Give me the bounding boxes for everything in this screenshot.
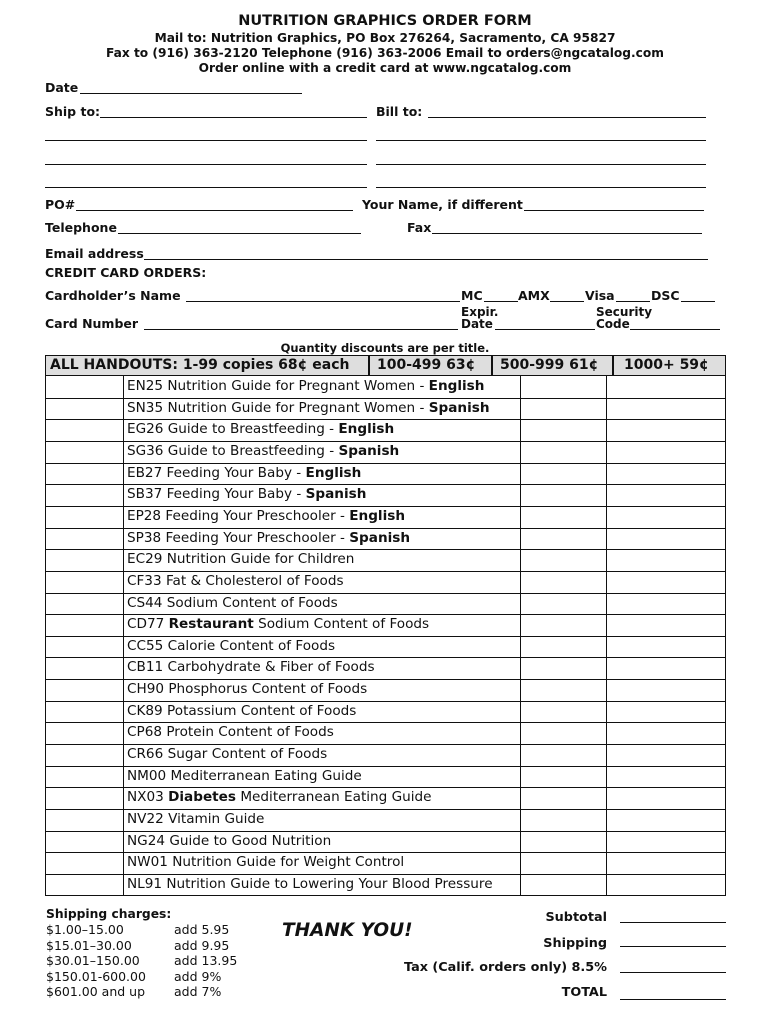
item-title: Sodium Content of Foods <box>166 595 338 611</box>
item-title: Potassium Content of Foods <box>167 703 357 719</box>
order-table <box>45 355 726 896</box>
item-title-emphasis: Spanish <box>428 400 490 416</box>
header-divider <box>368 356 370 375</box>
price-cell-mid[interactable] <box>521 636 606 658</box>
item-code: CC55 <box>127 638 164 654</box>
bill-to-label: Bill to: <box>376 104 423 119</box>
quantity-cell[interactable] <box>46 463 123 485</box>
shipping-add: add 13.95 <box>174 953 238 968</box>
contact-line: Fax to (916) 363-2120 Telephone (916) 363-2006 Email to orders@ngcatalog.com <box>106 46 664 60</box>
item-code: SB37 <box>127 486 163 502</box>
header-divider <box>612 356 614 375</box>
shipping-add: add 9.95 <box>174 938 230 953</box>
table-row <box>127 593 338 614</box>
table-row <box>127 614 429 635</box>
thank-you-text: THANK YOU! <box>282 920 413 941</box>
price-cell-mid[interactable] <box>521 657 606 679</box>
subtotal-label: Subtotal <box>545 910 607 925</box>
date-label: Date <box>45 80 79 95</box>
table-row <box>127 484 366 505</box>
table-row <box>127 571 344 592</box>
bill-to-line-2[interactable] <box>376 140 706 141</box>
quantity-cell[interactable] <box>46 744 123 766</box>
item-code: CB11 <box>127 659 164 675</box>
item-title: Nutrition Guide for Children <box>166 551 355 567</box>
header-price-100-499: 100-499 63¢ <box>377 357 476 373</box>
item-code: NL91 <box>127 876 163 892</box>
price-cell-right[interactable] <box>607 441 725 463</box>
ship-to-line-3[interactable] <box>45 164 367 165</box>
date-label-2: Date <box>461 317 493 331</box>
table-row <box>127 657 375 678</box>
item-title: Nutrition Guide to Lowering Your Blood Pressure <box>166 876 493 892</box>
quantity-cell[interactable] <box>46 571 123 593</box>
item-code: CF33 <box>127 573 162 589</box>
your-name-label: Your Name, if different <box>362 197 523 212</box>
table-row <box>127 506 405 527</box>
quantity-cell[interactable] <box>46 593 123 615</box>
price-cell-mid[interactable] <box>521 463 606 485</box>
amx-checkline[interactable] <box>550 301 584 302</box>
item-title: Nutrition Guide for Pregnant Women - <box>167 378 429 394</box>
dsc-option[interactable]: DSC <box>651 288 680 303</box>
item-title: Guide to Good Nutrition <box>169 833 332 849</box>
price-cell-right[interactable] <box>607 614 725 636</box>
security-code-field[interactable] <box>630 329 720 330</box>
price-cell-mid[interactable] <box>521 809 606 831</box>
subtotal-field[interactable] <box>620 922 726 923</box>
shipping-field[interactable] <box>620 946 726 947</box>
table-row <box>127 398 490 419</box>
total-field[interactable] <box>620 999 726 1000</box>
price-cell-mid[interactable] <box>521 441 606 463</box>
total-label: TOTAL <box>561 985 607 1000</box>
ship-to-line-2[interactable] <box>45 140 367 141</box>
ship-to-line-1[interactable] <box>100 117 367 118</box>
table-row <box>127 636 335 657</box>
fax-label: Fax <box>407 220 432 235</box>
item-code: EG26 <box>127 421 164 437</box>
item-code: CK89 <box>127 703 163 719</box>
item-title-emphasis: Restaurant <box>168 616 254 632</box>
table-row <box>127 766 362 787</box>
quantity-cell[interactable] <box>46 809 123 831</box>
item-title: Feeding Your Preschooler - <box>165 508 350 524</box>
security-label: Security <box>596 305 653 319</box>
item-title: Protein Content of Foods <box>166 724 334 740</box>
price-cell-right[interactable] <box>607 419 725 441</box>
quantity-cell[interactable] <box>46 787 123 809</box>
quantity-cell[interactable] <box>46 419 123 441</box>
item-code: EP28 <box>127 508 162 524</box>
quantity-cell[interactable] <box>46 701 123 723</box>
shipping-add: add 9% <box>174 969 222 984</box>
header-price-1-99: ALL HANDOUTS: 1-99 copies 68¢ each <box>50 357 350 373</box>
quantity-cell[interactable] <box>46 636 123 658</box>
price-cell-right[interactable] <box>607 874 725 896</box>
header-price-500-999: 500-999 61¢ <box>500 357 599 373</box>
quantity-discount-note: Quantity discounts are per title. <box>280 341 490 355</box>
price-cell-right[interactable] <box>607 679 725 701</box>
email-field[interactable] <box>144 259 708 260</box>
online-order-line: Order online with a credit card at www.ngcatalog.com <box>198 61 572 75</box>
item-title-emphasis: English <box>305 465 362 481</box>
item-title-emphasis: English <box>349 508 406 524</box>
item-title: Guide to Breastfeeding - <box>167 421 339 437</box>
price-cell-mid[interactable] <box>521 484 606 506</box>
item-code: SG36 <box>127 443 164 459</box>
quantity-cell[interactable] <box>46 484 123 506</box>
item-code: CH90 <box>127 681 165 697</box>
price-cell-mid[interactable] <box>521 593 606 615</box>
quantity-cell[interactable] <box>46 874 123 896</box>
item-code: NW01 <box>127 854 168 870</box>
table-row <box>127 831 331 852</box>
item-title: Feeding Your Baby - <box>166 486 306 502</box>
table-row <box>127 874 493 895</box>
price-cell-right[interactable] <box>607 701 725 723</box>
item-title-emphasis: Diabetes <box>168 789 236 805</box>
item-title-emphasis: English <box>428 378 485 394</box>
item-title-emphasis: English <box>338 421 395 437</box>
price-cell-mid[interactable] <box>521 376 606 398</box>
quantity-cell[interactable] <box>46 506 123 528</box>
price-cell-mid[interactable] <box>521 679 606 701</box>
item-title: Feeding Your Baby - <box>166 465 306 481</box>
bill-to-line-1[interactable] <box>428 117 706 118</box>
shipping-range: $30.01–150.00 <box>46 953 140 968</box>
quantity-cell[interactable] <box>46 528 123 550</box>
form-title: NUTRITION GRAPHICS ORDER FORM <box>238 13 532 29</box>
item-code: NM00 <box>127 768 167 784</box>
item-code: CD77 <box>127 616 165 632</box>
price-cell-mid[interactable] <box>521 722 606 744</box>
quantity-cell[interactable] <box>46 441 123 463</box>
item-title: Sugar Content of Foods <box>167 746 328 762</box>
credit-card-orders-heading: CREDIT CARD ORDERS: <box>45 265 207 280</box>
shipping-add: add 7% <box>174 984 222 999</box>
item-title-emphasis: Spanish <box>338 443 400 459</box>
header-price-1000-plus: 1000+ 59¢ <box>624 357 709 373</box>
table-row <box>127 528 410 549</box>
price-cell-mid[interactable] <box>521 787 606 809</box>
price-cell-mid[interactable] <box>521 398 606 420</box>
item-code: CR66 <box>127 746 164 762</box>
item-code: CS44 <box>127 595 163 611</box>
quantity-cell[interactable] <box>46 376 123 398</box>
order-table-header <box>46 356 725 376</box>
table-row <box>127 376 484 397</box>
shipping-label: Shipping <box>543 936 607 951</box>
card-number-field[interactable] <box>144 329 458 330</box>
item-code: NG24 <box>127 833 166 849</box>
item-code: EN25 <box>127 378 164 394</box>
price-cell-mid[interactable] <box>521 744 606 766</box>
table-row <box>127 419 394 440</box>
table-row <box>127 744 327 765</box>
item-title: Feeding Your Preschooler - <box>165 530 350 546</box>
item-title: Carbohydrate & Fiber of Foods <box>167 659 375 675</box>
price-cell-mid[interactable] <box>521 852 606 874</box>
price-cell-right[interactable] <box>607 528 725 550</box>
mail-to-line: Mail to: Nutrition Graphics, PO Box 276264, Sacramento, CA 95827 <box>154 31 616 45</box>
shipping-add: add 5.95 <box>174 922 230 937</box>
shipping-range: $150.01-600.00 <box>46 969 146 984</box>
item-code: EB27 <box>127 465 163 481</box>
item-title-rest: Sodium Content of Foods <box>253 616 430 632</box>
price-cell-mid[interactable] <box>521 506 606 528</box>
price-cell-mid[interactable] <box>521 831 606 853</box>
item-code: SP38 <box>127 530 162 546</box>
quantity-cell[interactable] <box>46 679 123 701</box>
price-cell-right[interactable] <box>607 484 725 506</box>
price-cell-mid[interactable] <box>521 614 606 636</box>
shipping-range: $15.01–30.00 <box>46 938 132 953</box>
quantity-cell[interactable] <box>46 614 123 636</box>
item-code: NV22 <box>127 811 164 827</box>
item-code: SN35 <box>127 400 164 416</box>
price-cell-right[interactable] <box>607 744 725 766</box>
item-title: Nutrition Guide for Pregnant Women - <box>167 400 429 416</box>
cardholder-label: Cardholder’s Name <box>45 288 181 303</box>
price-cell-right[interactable] <box>607 506 725 528</box>
expir-label: Expir. <box>461 305 499 319</box>
tax-field[interactable] <box>620 972 726 973</box>
shipping-charges-heading: Shipping charges: <box>46 907 172 921</box>
bill-to-line-4[interactable] <box>376 187 706 188</box>
telephone-field[interactable] <box>118 233 361 234</box>
price-cell-right[interactable] <box>607 809 725 831</box>
telephone-label: Telephone <box>45 220 117 235</box>
price-cell-mid[interactable] <box>521 701 606 723</box>
po-field[interactable] <box>76 210 353 211</box>
price-cell-mid[interactable] <box>521 874 606 896</box>
table-row <box>127 679 367 700</box>
table-row <box>127 809 264 830</box>
item-code: CP68 <box>127 724 162 740</box>
your-name-field[interactable] <box>524 210 704 211</box>
quantity-cell[interactable] <box>46 831 123 853</box>
bill-to-line-3[interactable] <box>376 164 706 165</box>
item-title-emphasis: Spanish <box>305 486 367 502</box>
quantity-cell[interactable] <box>46 398 123 420</box>
price-cell-mid[interactable] <box>521 419 606 441</box>
price-cell-right[interactable] <box>607 593 725 615</box>
price-cell-right[interactable] <box>607 398 725 420</box>
item-title-rest: Mediterranean Eating Guide <box>236 789 432 805</box>
item-title: Mediterranean Eating Guide <box>170 768 362 784</box>
quantity-cell[interactable] <box>46 722 123 744</box>
table-row <box>127 441 399 462</box>
item-code: EC29 <box>127 551 163 567</box>
tax-label: Tax (Calif. orders only) 8.5% <box>403 960 607 975</box>
visa-checkline[interactable] <box>616 301 650 302</box>
shipping-range: $601.00 and up <box>46 984 146 999</box>
po-label: PO# <box>45 197 76 212</box>
table-row <box>127 787 432 808</box>
price-cell-mid[interactable] <box>521 528 606 550</box>
price-cell-right[interactable] <box>607 376 725 398</box>
item-title: Vitamin Guide <box>168 811 265 827</box>
email-label: Email address <box>45 246 144 261</box>
quantity-cell[interactable] <box>46 766 123 788</box>
price-cell-right[interactable] <box>607 831 725 853</box>
table-row <box>127 701 356 722</box>
date-field[interactable] <box>80 93 302 94</box>
quantity-cell[interactable] <box>46 657 123 679</box>
cardholder-field[interactable] <box>186 301 460 302</box>
code-label: Code <box>596 317 630 331</box>
item-code: NX03 <box>127 789 164 805</box>
quantity-cell[interactable] <box>46 852 123 874</box>
price-cell-right[interactable] <box>607 766 725 788</box>
shipping-range: $1.00–15.00 <box>46 922 124 937</box>
fax-field[interactable] <box>432 233 702 234</box>
item-title-emphasis: Spanish <box>349 530 411 546</box>
price-cell-mid[interactable] <box>521 549 606 571</box>
table-row <box>127 852 404 873</box>
item-title: Fat & Cholesterol of Foods <box>165 573 344 589</box>
price-cell-right[interactable] <box>607 722 725 744</box>
price-cell-right[interactable] <box>607 787 725 809</box>
amx-option[interactable]: AMX <box>518 288 550 303</box>
mc-option[interactable]: MC <box>461 288 483 303</box>
price-cell-right[interactable] <box>607 463 725 485</box>
expiry-field[interactable] <box>495 329 595 330</box>
table-row <box>127 549 354 570</box>
price-cell-right[interactable] <box>607 636 725 658</box>
price-cell-mid[interactable] <box>521 766 606 788</box>
header-divider <box>491 356 493 375</box>
price-cell-right[interactable] <box>607 657 725 679</box>
item-title: Calorie Content of Foods <box>167 638 336 654</box>
item-title: Guide to Breastfeeding - <box>167 443 339 459</box>
item-title: Nutrition Guide for Weight Control <box>172 854 405 870</box>
dsc-checkline[interactable] <box>681 301 715 302</box>
table-row <box>127 463 361 484</box>
item-title: Phosphorus Content of Foods <box>168 681 368 697</box>
ship-to-line-4[interactable] <box>45 187 367 188</box>
card-number-label: Card Number <box>45 316 139 331</box>
price-cell-right[interactable] <box>607 571 725 593</box>
ship-to-label: Ship to: <box>45 104 101 119</box>
visa-option[interactable]: Visa <box>585 288 615 303</box>
table-row <box>127 722 334 743</box>
price-cell-right[interactable] <box>607 852 725 874</box>
price-cell-mid[interactable] <box>521 571 606 593</box>
mc-checkline[interactable] <box>484 301 518 302</box>
price-cell-right[interactable] <box>607 549 725 571</box>
quantity-cell[interactable] <box>46 549 123 571</box>
